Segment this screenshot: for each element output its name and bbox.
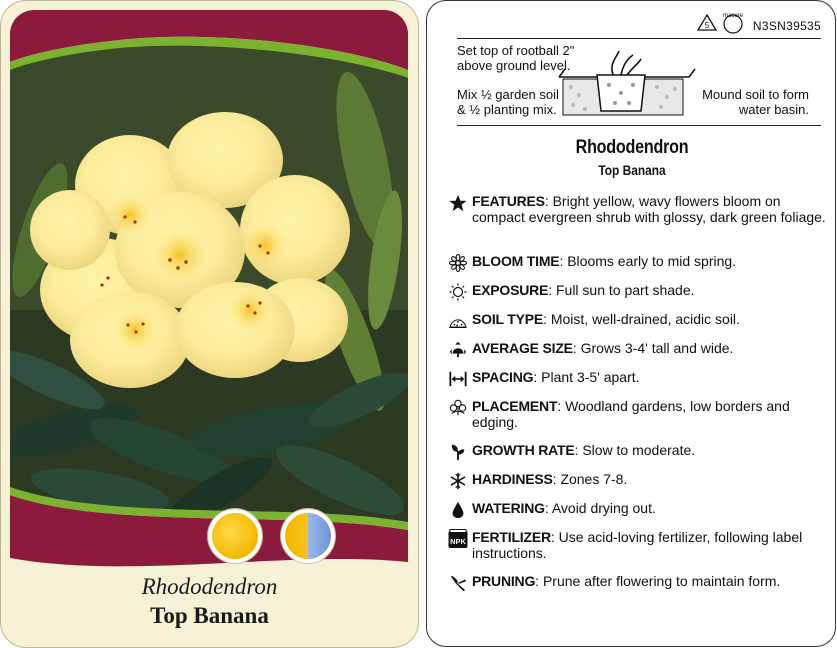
snowflake-icon [447, 470, 469, 492]
planting-note-right-line-1: Mound soil to form [702, 87, 809, 102]
exposure-swatch [281, 509, 335, 563]
back-label-card [426, 0, 836, 647]
recycle-icon [697, 14, 717, 32]
divider-middle [457, 125, 821, 126]
planting-note-right-line-2: water basin. [738, 102, 809, 117]
attr-bloom-time: BLOOM TIME: Blooms early to mid spring. [447, 254, 827, 274]
attr-watering: WATERING: Avoid drying out. [447, 501, 827, 521]
attr-value: Zones 7-8. [560, 471, 628, 487]
height-icon [447, 339, 469, 361]
attr-pruning: PRUNING: Prune after flowering to maintain form. [447, 574, 827, 594]
attr-value: Grows 3-4' tall and wide. [580, 340, 734, 356]
sun-icon [447, 281, 469, 303]
cultivar-name: Top Banana [150, 603, 269, 628]
npk-icon-text: NPK [450, 537, 466, 546]
attr-label: GROWTH RATE [472, 442, 575, 458]
star-icon [447, 192, 469, 214]
attr-spacing: SPACING: Plant 3-5' apart. [447, 370, 827, 390]
attr-value: Blooms early to mid spring. [567, 253, 737, 269]
attr-average-size: AVERAGE SIZE: Grows 3-4' tall and wide. [447, 341, 827, 361]
attr-label: BLOOM TIME [472, 253, 560, 269]
water-drop-icon [447, 499, 469, 521]
attr-value: Use acid-loving fertilizer, following label instructions. [472, 529, 803, 561]
attr-label: PLACEMENT [472, 398, 558, 414]
planting-note-right [702, 87, 809, 117]
attr-exposure: EXPOSURE: Full sun to part shade. [447, 283, 827, 303]
attr-label: PRUNING [472, 573, 536, 589]
attr-soil-type: SOIL TYPE: Moist, well-drained, acidic soil. [447, 312, 827, 332]
recycle-number: 5 [704, 21, 710, 30]
attr-value: Woodland gardens, low borders and edging. [472, 398, 790, 430]
attr-growth-rate: GROWTH RATE: Slow to moderate. [447, 443, 827, 463]
planting-note-top-line-1: Set top of rootball 2" [457, 43, 575, 58]
front-card-frame [10, 10, 408, 630]
divider-top [457, 38, 821, 39]
attr-label: SOIL TYPE [472, 311, 544, 327]
planting-note-left-line-2: & ½ planting mix. [457, 102, 557, 117]
soil-icon [447, 310, 469, 332]
attr-fertilizer: NPK FERTILIZER: Use acid-loving fertilizer, following label instructions. [447, 530, 827, 561]
bloom-color-swatch [208, 509, 262, 563]
macore-logo-icon [721, 11, 745, 35]
attr-hardiness: HARDINESS: Zones 7-8. [447, 472, 827, 492]
botanical-name: Rhododendron [141, 574, 278, 599]
attr-label: SPACING [472, 369, 534, 385]
attr-label: FERTILIZER [472, 529, 551, 545]
attr-value: Plant 3-5' apart. [541, 369, 640, 385]
attr-label: HARDINESS [472, 471, 553, 487]
attr-label: WATERING [472, 500, 545, 516]
attr-value: Slow to moderate. [582, 442, 696, 458]
attr-value: Avoid drying out. [551, 500, 656, 516]
attr-label: EXPOSURE [472, 282, 549, 298]
sku-code: N3SN39535 [752, 19, 821, 33]
plant-cultivar: Top Banana [598, 162, 666, 178]
macore-logo-text: macore [722, 13, 744, 19]
spacing-icon [447, 368, 469, 390]
planting-note-top-line-2: above ground level. [457, 58, 571, 73]
recycle-logo-group [697, 11, 745, 35]
planting-note-left [457, 87, 559, 117]
flower-icon [447, 252, 469, 274]
attr-value: Bright yellow, wavy flowers bloom on compact evergreen shrub with glossy, dark green foliage. [472, 193, 826, 225]
npk-icon [447, 528, 469, 550]
attr-value: Full sun to part shade. [555, 282, 695, 298]
sprout-icon [447, 441, 469, 463]
planting-note-left-line-1: Mix ½ garden soil [457, 87, 559, 102]
planting-diagram-icon [557, 49, 697, 121]
attr-features: FEATURES: Bright yellow, wavy flowers bloom on compact evergreen shrub with glossy, dark green foliage. [447, 194, 827, 225]
attr-label: FEATURES [472, 193, 545, 209]
attr-label: AVERAGE SIZE [472, 340, 573, 356]
attr-value: Prune after flowering to maintain form. [542, 573, 781, 589]
pruners-icon [447, 572, 469, 594]
attr-value: Moist, well-drained, acidic soil. [550, 311, 740, 327]
placement-icon [447, 397, 469, 419]
attr-placement: PLACEMENT: Woodland gardens, low borders and edging. [447, 399, 827, 430]
plant-name: Rhododendron [575, 137, 689, 158]
